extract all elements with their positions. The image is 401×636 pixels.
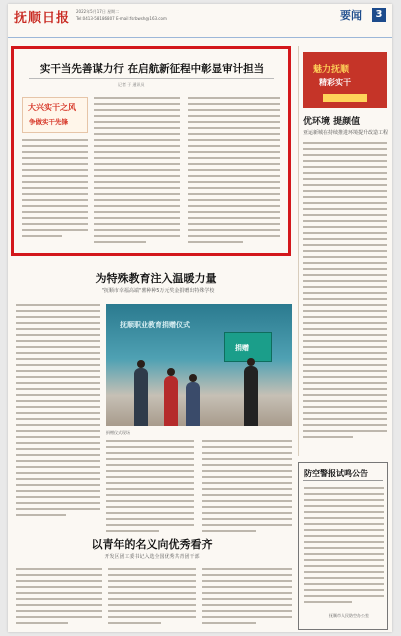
- person-head: [167, 368, 175, 376]
- slogan-banner: [22, 97, 88, 133]
- feature-title[interactable]: 优环境 提颜值: [303, 117, 361, 127]
- title-divider: [29, 78, 274, 79]
- event-photo: [106, 304, 292, 426]
- person-head: [247, 358, 255, 366]
- person-head: [137, 360, 145, 368]
- lead-body-column-2: [94, 97, 180, 247]
- feature-column: [298, 46, 390, 456]
- lead-body-column-1: [22, 139, 88, 241]
- photo-caption: 捐赠仪式现场: [106, 430, 130, 435]
- middle-article-subtitle: "抚顺市幸福高端"薯种种5万元奖金捐赠出特殊学校: [101, 288, 215, 294]
- donation-plaque: [224, 332, 272, 362]
- bottom-body-column-1: [16, 568, 102, 628]
- feature-body: [303, 142, 387, 442]
- promo-line-2: 精彩实干: [319, 78, 351, 87]
- plaque-text: 捐赠: [235, 344, 249, 352]
- middle-body-column-3: [202, 440, 292, 536]
- notice-divider: [303, 480, 383, 481]
- notice-body: [304, 487, 384, 607]
- person-figure: [186, 382, 200, 426]
- middle-body-column-2: [106, 440, 194, 536]
- masthead: [8, 4, 392, 38]
- section-label: 要闻: [340, 9, 362, 22]
- person-figure: [164, 376, 178, 426]
- bottom-article-title[interactable]: 以青年的名义向优秀看齐: [91, 538, 213, 551]
- promo-line-1: 魅力抚顺: [313, 65, 350, 75]
- contact-line: Tel:0413-58186807 E-mail:fsrbwsh@163.com: [76, 16, 167, 21]
- air-raid-notice[interactable]: [298, 462, 388, 630]
- middle-body-column-1: [16, 304, 100, 520]
- photo-backdrop-text: 抚顺职业教育捐赠仪式: [120, 321, 190, 329]
- promo-banner: [303, 52, 387, 108]
- person-head: [189, 374, 197, 382]
- newspaper-page: [8, 4, 392, 632]
- notice-title[interactable]: 防空警报试鸣公告: [304, 469, 368, 478]
- feature-subtitle: 亚运新城在持续推进环境提升改造工程: [303, 130, 389, 136]
- notice-signature: 抚顺市人民防空办公室: [329, 613, 369, 618]
- person-figure: [134, 368, 148, 426]
- promo-tag-decoration: [323, 94, 367, 102]
- person-figure: [244, 366, 258, 426]
- page-number-badge: 3: [372, 8, 386, 22]
- issue-date: 2022年5月17日 星期二: [76, 9, 120, 14]
- newspaper-logo: 抚顺日报: [14, 11, 71, 26]
- bottom-article-subtitle: 开发区团工委书记入选全国优秀共青团干部: [104, 554, 200, 560]
- slogan-line-2: 争做实干先锋: [29, 118, 68, 126]
- middle-article-title[interactable]: 为特殊教育注入温暖力量: [95, 272, 217, 285]
- lead-body-column-3: [188, 97, 280, 247]
- lead-article[interactable]: [11, 46, 291, 256]
- bottom-body-column-3: [202, 568, 292, 628]
- lead-article-title[interactable]: 实干当先善谋力行 在启航新征程中彰显审计担当: [39, 63, 265, 75]
- lead-article-byline: 记者 于 通讯员: [118, 82, 145, 87]
- slogan-line-1: 大兴实干之风: [28, 103, 76, 112]
- bottom-body-column-2: [108, 568, 196, 628]
